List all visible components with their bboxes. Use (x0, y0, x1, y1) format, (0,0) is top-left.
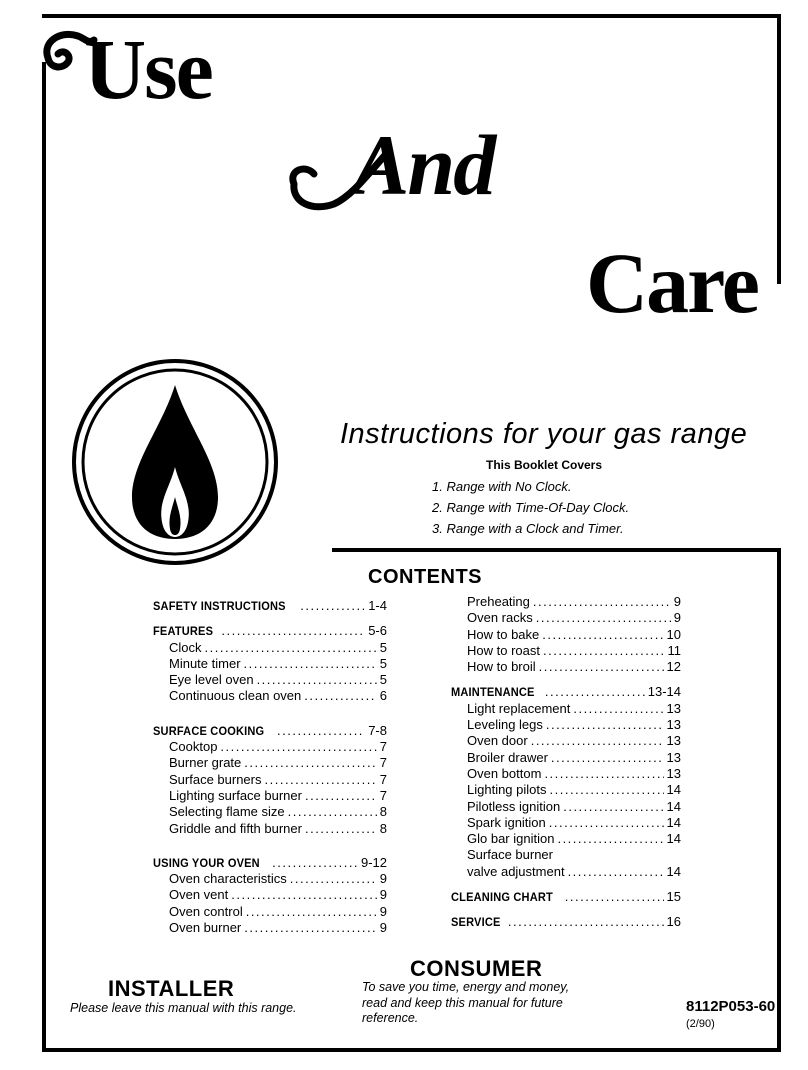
toc-gap (153, 846, 387, 855)
contents-right-column (451, 594, 681, 931)
toc-leader-dots (290, 871, 377, 887)
toc-section-entry (153, 723, 387, 739)
toc-entry-label: Light replacement (467, 700, 571, 716)
toc-gap (153, 614, 387, 623)
toc-entry-page: 9 (379, 871, 387, 887)
toc-entry (451, 831, 681, 847)
toc-entry-label: SURFACE COOKING (153, 723, 265, 738)
toc-entry (153, 688, 387, 704)
toc-entry-page: 5 (379, 672, 387, 688)
toc-entry-label: Preheating (467, 594, 530, 609)
toc-leader-dots (533, 594, 671, 610)
toc-entry-page: 16 (666, 914, 681, 930)
toc-entry (153, 672, 387, 688)
toc-entry-label: Oven burner (169, 920, 242, 936)
toc-entry-label: How to broil (467, 659, 536, 675)
toc-entry-page: 13 (666, 700, 681, 716)
toc-entry-page: 9-12 (360, 854, 387, 870)
toc-entry-page: 12 (666, 659, 681, 675)
toc-entry-label: SERVICE (451, 915, 501, 930)
toc-entry-page: 7 (379, 771, 387, 787)
toc-entry (153, 640, 387, 656)
toc-entry-label: Burner grate (169, 755, 242, 771)
toc-leader-dots (568, 864, 664, 880)
toc-entry-page: 5 (379, 639, 387, 655)
toc-entry-label: Glo bar ignition (467, 831, 555, 847)
toc-gap (451, 880, 681, 889)
part-number: 8112P053-60 (686, 998, 776, 1015)
toc-entry-page: 5-6 (368, 623, 387, 639)
toc-entry (153, 656, 387, 672)
frame-right-border-lower (777, 548, 781, 1052)
toc-entry (153, 788, 387, 804)
toc-entry-page: 10 (666, 626, 681, 642)
toc-leader-dots (220, 739, 376, 755)
covers-item-3: 3. Range with a Clock and Timer. (432, 521, 624, 536)
toc-section-entry (451, 684, 681, 700)
toc-entry (451, 717, 681, 733)
toc-entry-page: 8 (379, 820, 387, 836)
toc-entry-page: 6 (379, 688, 387, 704)
toc-entry-page: 13 (666, 733, 681, 749)
toc-entry-page: 9 (673, 594, 681, 609)
toc-entry-page: 13 (666, 765, 681, 781)
toc-gap (451, 905, 681, 914)
toc-leader-dots (305, 788, 377, 804)
subtitle: Instructions for your gas range (340, 418, 748, 450)
toc-entry-label: Spark ignition (467, 814, 546, 830)
toc-entry-label: Pilotless ignition (467, 798, 561, 814)
title-and: And (352, 117, 495, 213)
toc-entry (451, 864, 681, 880)
toc-leader-dots (246, 904, 377, 920)
toc-section-entry (153, 598, 387, 614)
toc-entry-label: Oven door (467, 733, 528, 749)
toc-entry (451, 766, 681, 782)
toc-entry (451, 594, 681, 610)
toc-entry-label: Lighting surface burner (169, 787, 302, 803)
toc-entry-page: 14 (666, 863, 681, 879)
toc-leader-dots (231, 887, 377, 903)
toc-entry (451, 799, 681, 815)
toc-gap (451, 675, 681, 684)
toc-entry-label: Eye level oven (169, 672, 254, 688)
toc-section-entry (153, 623, 387, 639)
consumer-heading: CONSUMER (410, 956, 543, 981)
toc-leader-dots (539, 659, 664, 675)
toc-leader-dots (543, 643, 665, 659)
installer-heading: INSTALLER (108, 976, 235, 1001)
toc-leader-dots (536, 610, 671, 626)
toc-entry-page: 13 (666, 717, 681, 733)
toc-entry-page: 7 (379, 755, 387, 771)
toc-gap (153, 705, 387, 714)
toc-entry (153, 904, 387, 920)
toc-entry-label: Surface burner (467, 847, 553, 863)
title-care: Care (586, 235, 758, 331)
toc-leader-dots (257, 672, 377, 688)
toc-entry (153, 871, 387, 887)
contents-left-column (153, 598, 387, 936)
toc-entry-label: How to bake (467, 626, 540, 642)
toc-entry-page: 14 (666, 814, 681, 830)
toc-entry (153, 739, 387, 755)
toc-gap (153, 837, 387, 846)
toc-entry (451, 643, 681, 659)
toc-leader-dots (542, 627, 663, 643)
toc-entry-label: Minute timer (169, 655, 241, 671)
toc-entry-page: 9 (379, 920, 387, 936)
toc-entry-page: 14 (666, 798, 681, 814)
toc-entry-page: 14 (666, 782, 681, 798)
toc-entry (451, 750, 681, 766)
toc-entry-label: Oven bottom (467, 765, 542, 781)
frame-top-border (42, 14, 781, 18)
toc-entry-label: Cooktop (169, 739, 218, 755)
toc-entry-label: Oven characteristics (169, 871, 287, 887)
toc-entry-page: 8 (379, 804, 387, 820)
toc-entry (451, 701, 681, 717)
toc-entry (153, 920, 387, 936)
toc-entry-page: 11 (667, 642, 681, 658)
toc-leader-dots (244, 656, 377, 672)
toc-entry (451, 782, 681, 798)
toc-leader-dots (549, 815, 664, 831)
toc-entry-label: USING YOUR OVEN (153, 855, 260, 870)
covers-item-2: 2. Range with Time-Of-Day Clock. (432, 500, 630, 515)
toc-leader-dots (300, 598, 365, 614)
toc-leader-dots (546, 717, 664, 733)
gas-flame-icon (70, 357, 280, 567)
toc-entry-label: valve adjustment (467, 863, 565, 879)
toc-leader-dots (545, 684, 645, 700)
toc-entry-label: Lighting pilots (467, 782, 547, 798)
frame-right-border-upper (777, 14, 781, 284)
toc-entry (451, 659, 681, 675)
toc-entry-label: How to roast (467, 642, 540, 658)
toc-leader-dots (305, 821, 377, 837)
toc-leader-dots (508, 914, 664, 930)
toc-entry-label: Selecting flame size (169, 804, 285, 820)
toc-entry-label: Leveling legs (467, 717, 543, 733)
title-use: Use (84, 21, 212, 117)
toc-leader-dots (544, 766, 663, 782)
toc-section-entry (451, 914, 681, 930)
toc-entry-label: Oven vent (169, 887, 229, 903)
toc-entry-label: Broiler drawer (467, 749, 548, 765)
toc-leader-dots (244, 755, 377, 771)
frame-left-border (42, 62, 46, 1052)
toc-entry (451, 627, 681, 643)
toc-entry (451, 847, 681, 863)
toc-section-entry (451, 889, 681, 905)
toc-leader-dots (205, 640, 377, 656)
toc-leader-dots (288, 804, 377, 820)
toc-entry-page: 13 (666, 749, 681, 765)
toc-entry-label: Oven control (169, 903, 243, 919)
toc-leader-dots (563, 799, 663, 815)
toc-leader-dots (531, 733, 664, 749)
toc-entry (451, 815, 681, 831)
toc-entry (153, 772, 387, 788)
toc-entry-page: 7 (379, 787, 387, 803)
toc-leader-dots (277, 723, 365, 739)
part-date: (2/90) (686, 1018, 715, 1030)
toc-leader-dots (221, 623, 365, 639)
toc-leader-dots (304, 688, 377, 704)
toc-entry (451, 733, 681, 749)
toc-leader-dots (550, 782, 664, 798)
toc-entry (153, 755, 387, 771)
consumer-text: To save you time, energy and money, read and keep this manual for future reference. (362, 980, 570, 1025)
toc-leader-dots (565, 889, 664, 905)
toc-leader-dots (573, 701, 663, 717)
toc-entry-page: 14 (666, 831, 681, 847)
toc-gap (153, 714, 387, 723)
toc-leader-dots (551, 750, 664, 766)
toc-leader-dots (557, 831, 663, 847)
toc-entry-label: Oven racks (467, 610, 533, 626)
toc-entry-label: CLEANING CHART (451, 890, 553, 905)
toc-leader-dots (244, 920, 377, 936)
toc-leader-dots (272, 855, 358, 871)
toc-entry-label: Surface burners (169, 771, 262, 787)
toc-entry (153, 821, 387, 837)
installer-text: Please leave this manual with this range. (70, 1001, 297, 1015)
frame-bottom-border (42, 1048, 781, 1052)
toc-entry-page: 13-14 (647, 684, 681, 700)
covers-heading: This Booklet Covers (486, 458, 603, 472)
toc-entry-page: 9 (379, 887, 387, 903)
toc-entry-page: 7 (379, 739, 387, 755)
toc-entry-label: Continuous clean oven (169, 688, 302, 704)
toc-section-entry (153, 855, 387, 871)
toc-entry-page: 7-8 (368, 722, 387, 738)
toc-entry-page: 5 (379, 655, 387, 671)
toc-entry-label: MAINTENANCE (451, 685, 535, 700)
toc-entry-label: Clock (169, 639, 202, 655)
toc-entry-label: Griddle and fifth burner (169, 820, 302, 836)
contents-title: CONTENTS (368, 566, 482, 588)
toc-entry-page: 15 (666, 889, 681, 905)
contents-top-rule (332, 548, 781, 552)
toc-entry-page: 9 (673, 610, 681, 626)
toc-entry-page: 1-4 (368, 598, 387, 613)
toc-entry (153, 887, 387, 903)
toc-entry (153, 804, 387, 820)
toc-entry (451, 610, 681, 626)
toc-entry-label: SAFETY INSTRUCTIONS (153, 599, 286, 613)
covers-item-1: 1. Range with No Clock. (432, 479, 572, 494)
toc-leader-dots (265, 772, 377, 788)
toc-entry-page: 9 (379, 903, 387, 919)
toc-entry-label: FEATURES (153, 624, 214, 639)
